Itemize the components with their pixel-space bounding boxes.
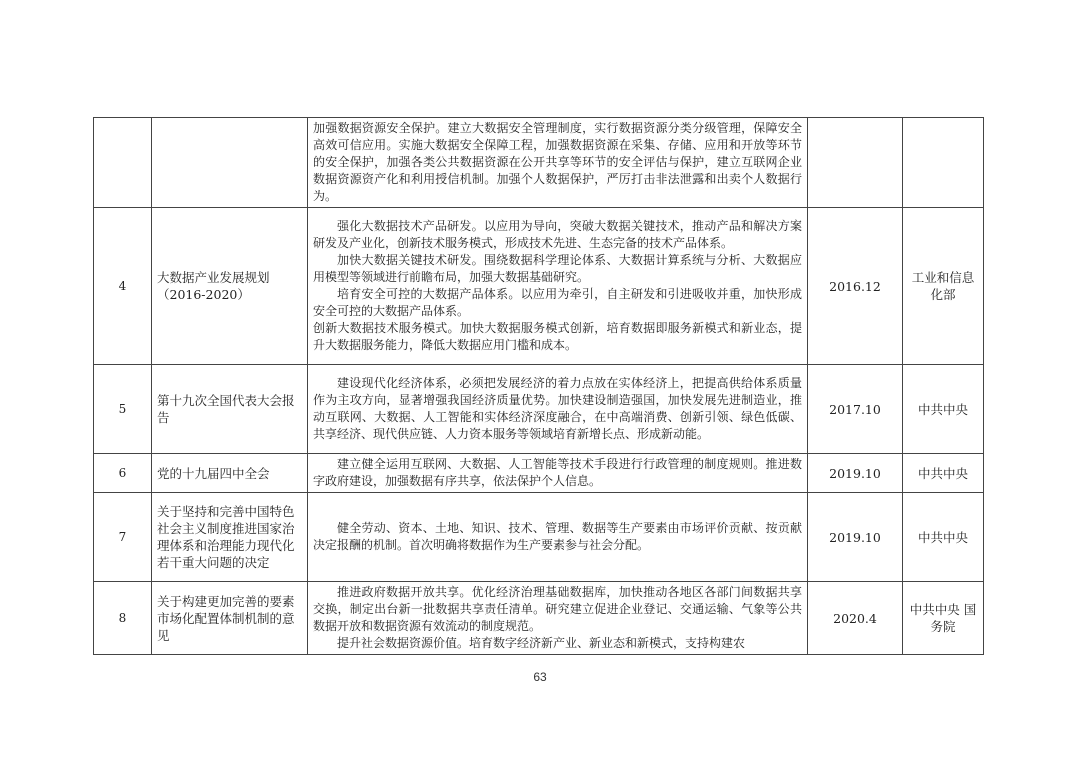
content-paragraph: 加强数据资源安全保护。建立大数据安全管理制度，实行数据资源分类分级管理，保障安全高效可信应用。实施大数据安全保障工程，加强数据资源在采集、存储、应用和开放等环节的安全保护，加强各类公共数据资源在公开共享等环节的安全评估与保护，建立互联网企业数据资源资产化和利用授信机制。加强个人数据保护，严厉打击非法泄露和出卖个人数据行为。	[313, 121, 802, 203]
issue-date: 2019.10	[808, 493, 903, 582]
policy-name	[152, 118, 308, 208]
content-paragraph: 强化大数据技术产品研发。以应用为导向，突破大数据关键技术，推动产品和解决方案研发及产业化，创新技术服务模式，形成技术先进、生态完备的技术产品体系。	[313, 219, 802, 250]
row-number: 6	[94, 454, 152, 493]
content-paragraph: 建立健全运用互联网、大数据、人工智能等技术手段进行行政管理的制度规则。推进数字政府建设，加强数据有序共享，依法保护个人信息。	[313, 457, 802, 488]
policy-name: 第十九次全国代表大会报告	[152, 365, 308, 454]
issuing-department: 中共中央	[903, 493, 984, 582]
issuing-department: 中共中央	[903, 454, 984, 493]
content-paragraph: 培育安全可控的大数据产品体系。以应用为牵引，自主研发和引进吸收并重，加快形成安全可控的大数据产品体系。	[313, 287, 802, 318]
issuing-department: 工业和信息化部	[903, 208, 984, 365]
table-row	[94, 454, 984, 493]
policy-table	[93, 117, 984, 655]
issue-date: 2020.4	[808, 582, 903, 655]
issue-date: 2016.12	[808, 208, 903, 365]
content-paragraph: 建设现代化经济体系，必须把发展经济的着力点放在实体经济上，把提高供给体系质量作为主攻方向，显著增强我国经济质量优势。加快建设制造强国，加快发展先进制造业，推动互联网、大数据、人工智能和实体经济深度融合，在中高端消费、创新引领、绿色低碳、共享经济、现代供应链、人力资本服务等领域培育新增长点、形成新动能。	[313, 376, 802, 441]
policy-content	[308, 454, 808, 493]
policy-name: 大数据产业发展规划（2016-2020）	[152, 208, 308, 365]
policy-content	[308, 582, 808, 655]
table-row	[94, 582, 984, 655]
content-paragraph: 推进政府数据开放共享。优化经济治理基础数据库，加快推动各地区各部门间数据共享交换，制定出台新一批数据共享责任清单。研究建立促进企业登记、交通运输、气象等公共数据开放和数据资源有效流动的制度规范。	[313, 585, 802, 633]
table-row	[94, 365, 984, 454]
content-paragraph: 健全劳动、资本、土地、知识、技术、管理、数据等生产要素由市场评价贡献、按贡献决定报酬的机制。首次明确将数据作为生产要素参与社会分配。	[313, 521, 802, 552]
policy-content	[308, 118, 808, 208]
row-number: 4	[94, 208, 152, 365]
row-number	[94, 118, 152, 208]
issuing-department: 中共中央 国务院	[903, 582, 984, 655]
row-number: 5	[94, 365, 152, 454]
content-paragraph: 提升社会数据资源价值。培育数字经济新产业、新业态和新模式，支持构建农	[337, 636, 746, 650]
policy-name: 关于坚持和完善中国特色社会主义制度推进国家治理体系和治理能力现代化若干重大问题的决定	[152, 493, 308, 582]
row-number: 8	[94, 582, 152, 655]
issue-date: 2019.10	[808, 454, 903, 493]
issue-date	[808, 118, 903, 208]
issuing-department: 中共中央	[903, 365, 984, 454]
content-paragraph: 创新大数据技术服务模式。加快大数据服务模式创新，培育数据即服务新模式和新业态，提升大数据服务能力，降低大数据应用门槛和成本。	[313, 321, 802, 352]
issuing-department	[903, 118, 984, 208]
policy-content	[308, 493, 808, 582]
issue-date: 2017.10	[808, 365, 903, 454]
policy-content	[308, 365, 808, 454]
content-paragraph: 加快大数据关键技术研发。围绕数据科学理论体系、大数据计算系统与分析、大数据应用模型等领域进行前瞻布局，加强大数据基础研究。	[313, 253, 802, 284]
page-number: 63	[533, 670, 547, 684]
policy-content	[308, 208, 808, 365]
table-row	[94, 493, 984, 582]
row-number: 7	[94, 493, 152, 582]
table-row	[94, 208, 984, 365]
policy-name: 党的十九届四中全会	[152, 454, 308, 493]
policy-name: 关于构建更加完善的要素市场化配置体制机制的意见	[152, 582, 308, 655]
table-row	[94, 118, 984, 208]
